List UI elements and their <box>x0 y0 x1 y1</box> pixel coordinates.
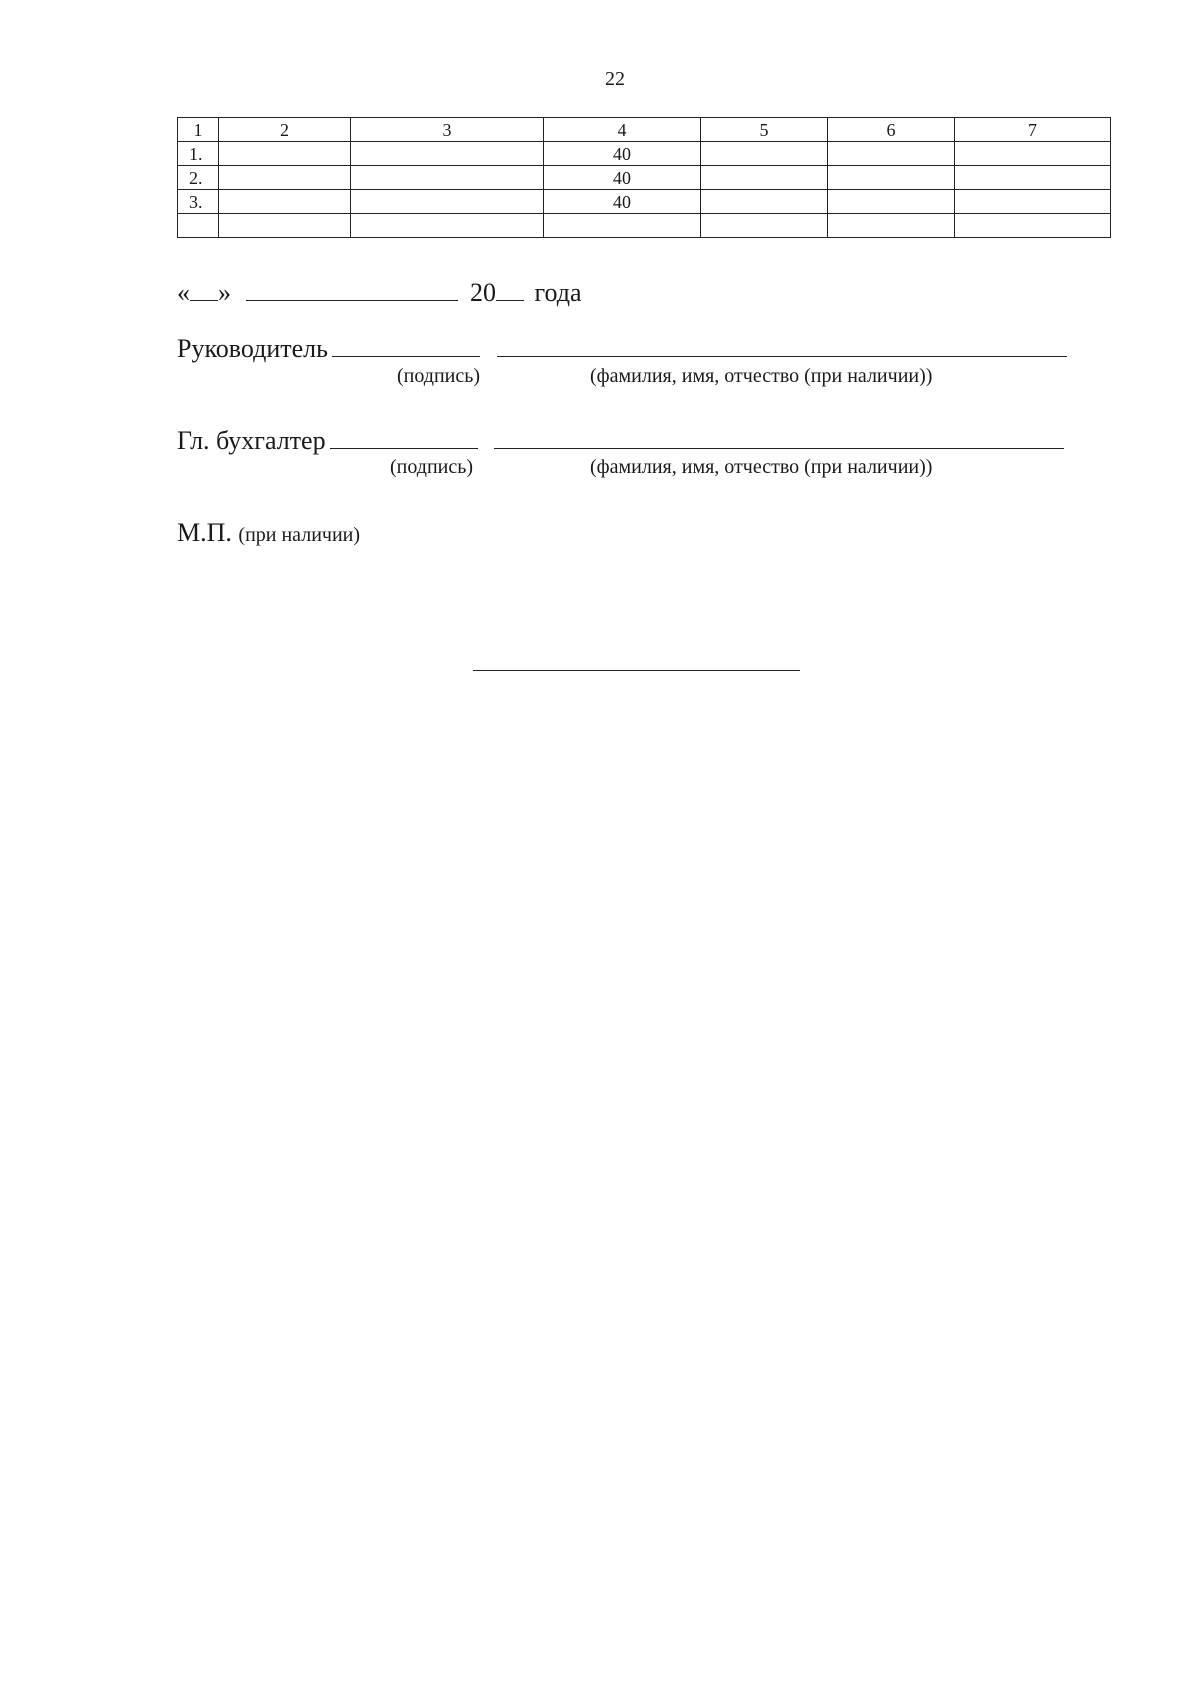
table-cell <box>219 166 351 190</box>
table-cell <box>701 142 828 166</box>
table-cell <box>351 190 544 214</box>
date-line <box>177 276 582 308</box>
month-blank <box>246 276 458 301</box>
header-cell: 1 <box>178 118 219 142</box>
form-table <box>177 117 1111 238</box>
head-signature-blank <box>332 332 480 357</box>
table-row <box>178 214 1111 238</box>
table-cell <box>351 142 544 166</box>
head-name-blank <box>497 332 1067 357</box>
row-number-cell <box>178 214 219 238</box>
table-cell <box>544 214 701 238</box>
table-cell <box>828 214 955 238</box>
table-cell <box>701 190 828 214</box>
header-cell: 2 <box>219 118 351 142</box>
head-name-caption: (фамилия, имя, отчество (при наличии)) <box>590 365 933 387</box>
table-cell <box>955 190 1111 214</box>
table-row <box>178 142 1111 166</box>
head-signature-caption: (подпись) <box>397 365 481 387</box>
row-number-cell: 2. <box>178 166 219 190</box>
accountant-signature-line <box>177 424 1064 456</box>
header-cell: 7 <box>955 118 1111 142</box>
date-close-quote: » <box>218 278 231 307</box>
table-cell <box>219 142 351 166</box>
table-cell <box>701 214 828 238</box>
date-open-quote: « <box>177 278 190 307</box>
accountant-label: Гл. бухгалтер <box>177 426 326 455</box>
table-cell <box>351 214 544 238</box>
header-cell: 4 <box>544 118 701 142</box>
table-cell <box>955 214 1111 238</box>
table-cell: 40 <box>544 190 701 214</box>
table-cell <box>828 142 955 166</box>
head-signature-line <box>177 332 1067 364</box>
table-cell <box>828 166 955 190</box>
table-cell: 40 <box>544 142 701 166</box>
table-cell <box>955 142 1111 166</box>
table-header-row <box>178 118 1111 142</box>
stamp-label: М.П. <box>177 518 232 547</box>
table-cell: 40 <box>544 166 701 190</box>
day-blank <box>190 276 218 301</box>
table-row <box>178 190 1111 214</box>
table-cell <box>828 190 955 214</box>
row-number-cell: 3. <box>178 190 219 214</box>
year-blank <box>496 276 524 301</box>
accountant-signature-blank <box>330 424 478 449</box>
table-cell <box>955 166 1111 190</box>
stamp-note: (при наличии) <box>238 524 361 546</box>
header-cell: 6 <box>828 118 955 142</box>
year-prefix: 20 <box>470 278 496 307</box>
table-cell <box>351 166 544 190</box>
page-number: 22 <box>605 68 625 90</box>
year-suffix: года <box>534 278 582 307</box>
table-row <box>178 166 1111 190</box>
table-cell <box>219 190 351 214</box>
header-cell: 5 <box>701 118 828 142</box>
header-cell: 3 <box>351 118 544 142</box>
table-cell <box>219 214 351 238</box>
accountant-name-caption: (фамилия, имя, отчество (при наличии)) <box>590 456 933 478</box>
table-cell <box>701 166 828 190</box>
stamp-line <box>177 518 360 548</box>
head-label: Руководитель <box>177 334 328 363</box>
accountant-name-blank <box>494 424 1064 449</box>
row-number-cell: 1. <box>178 142 219 166</box>
closing-divider <box>473 670 800 671</box>
accountant-signature-caption: (подпись) <box>390 456 474 478</box>
